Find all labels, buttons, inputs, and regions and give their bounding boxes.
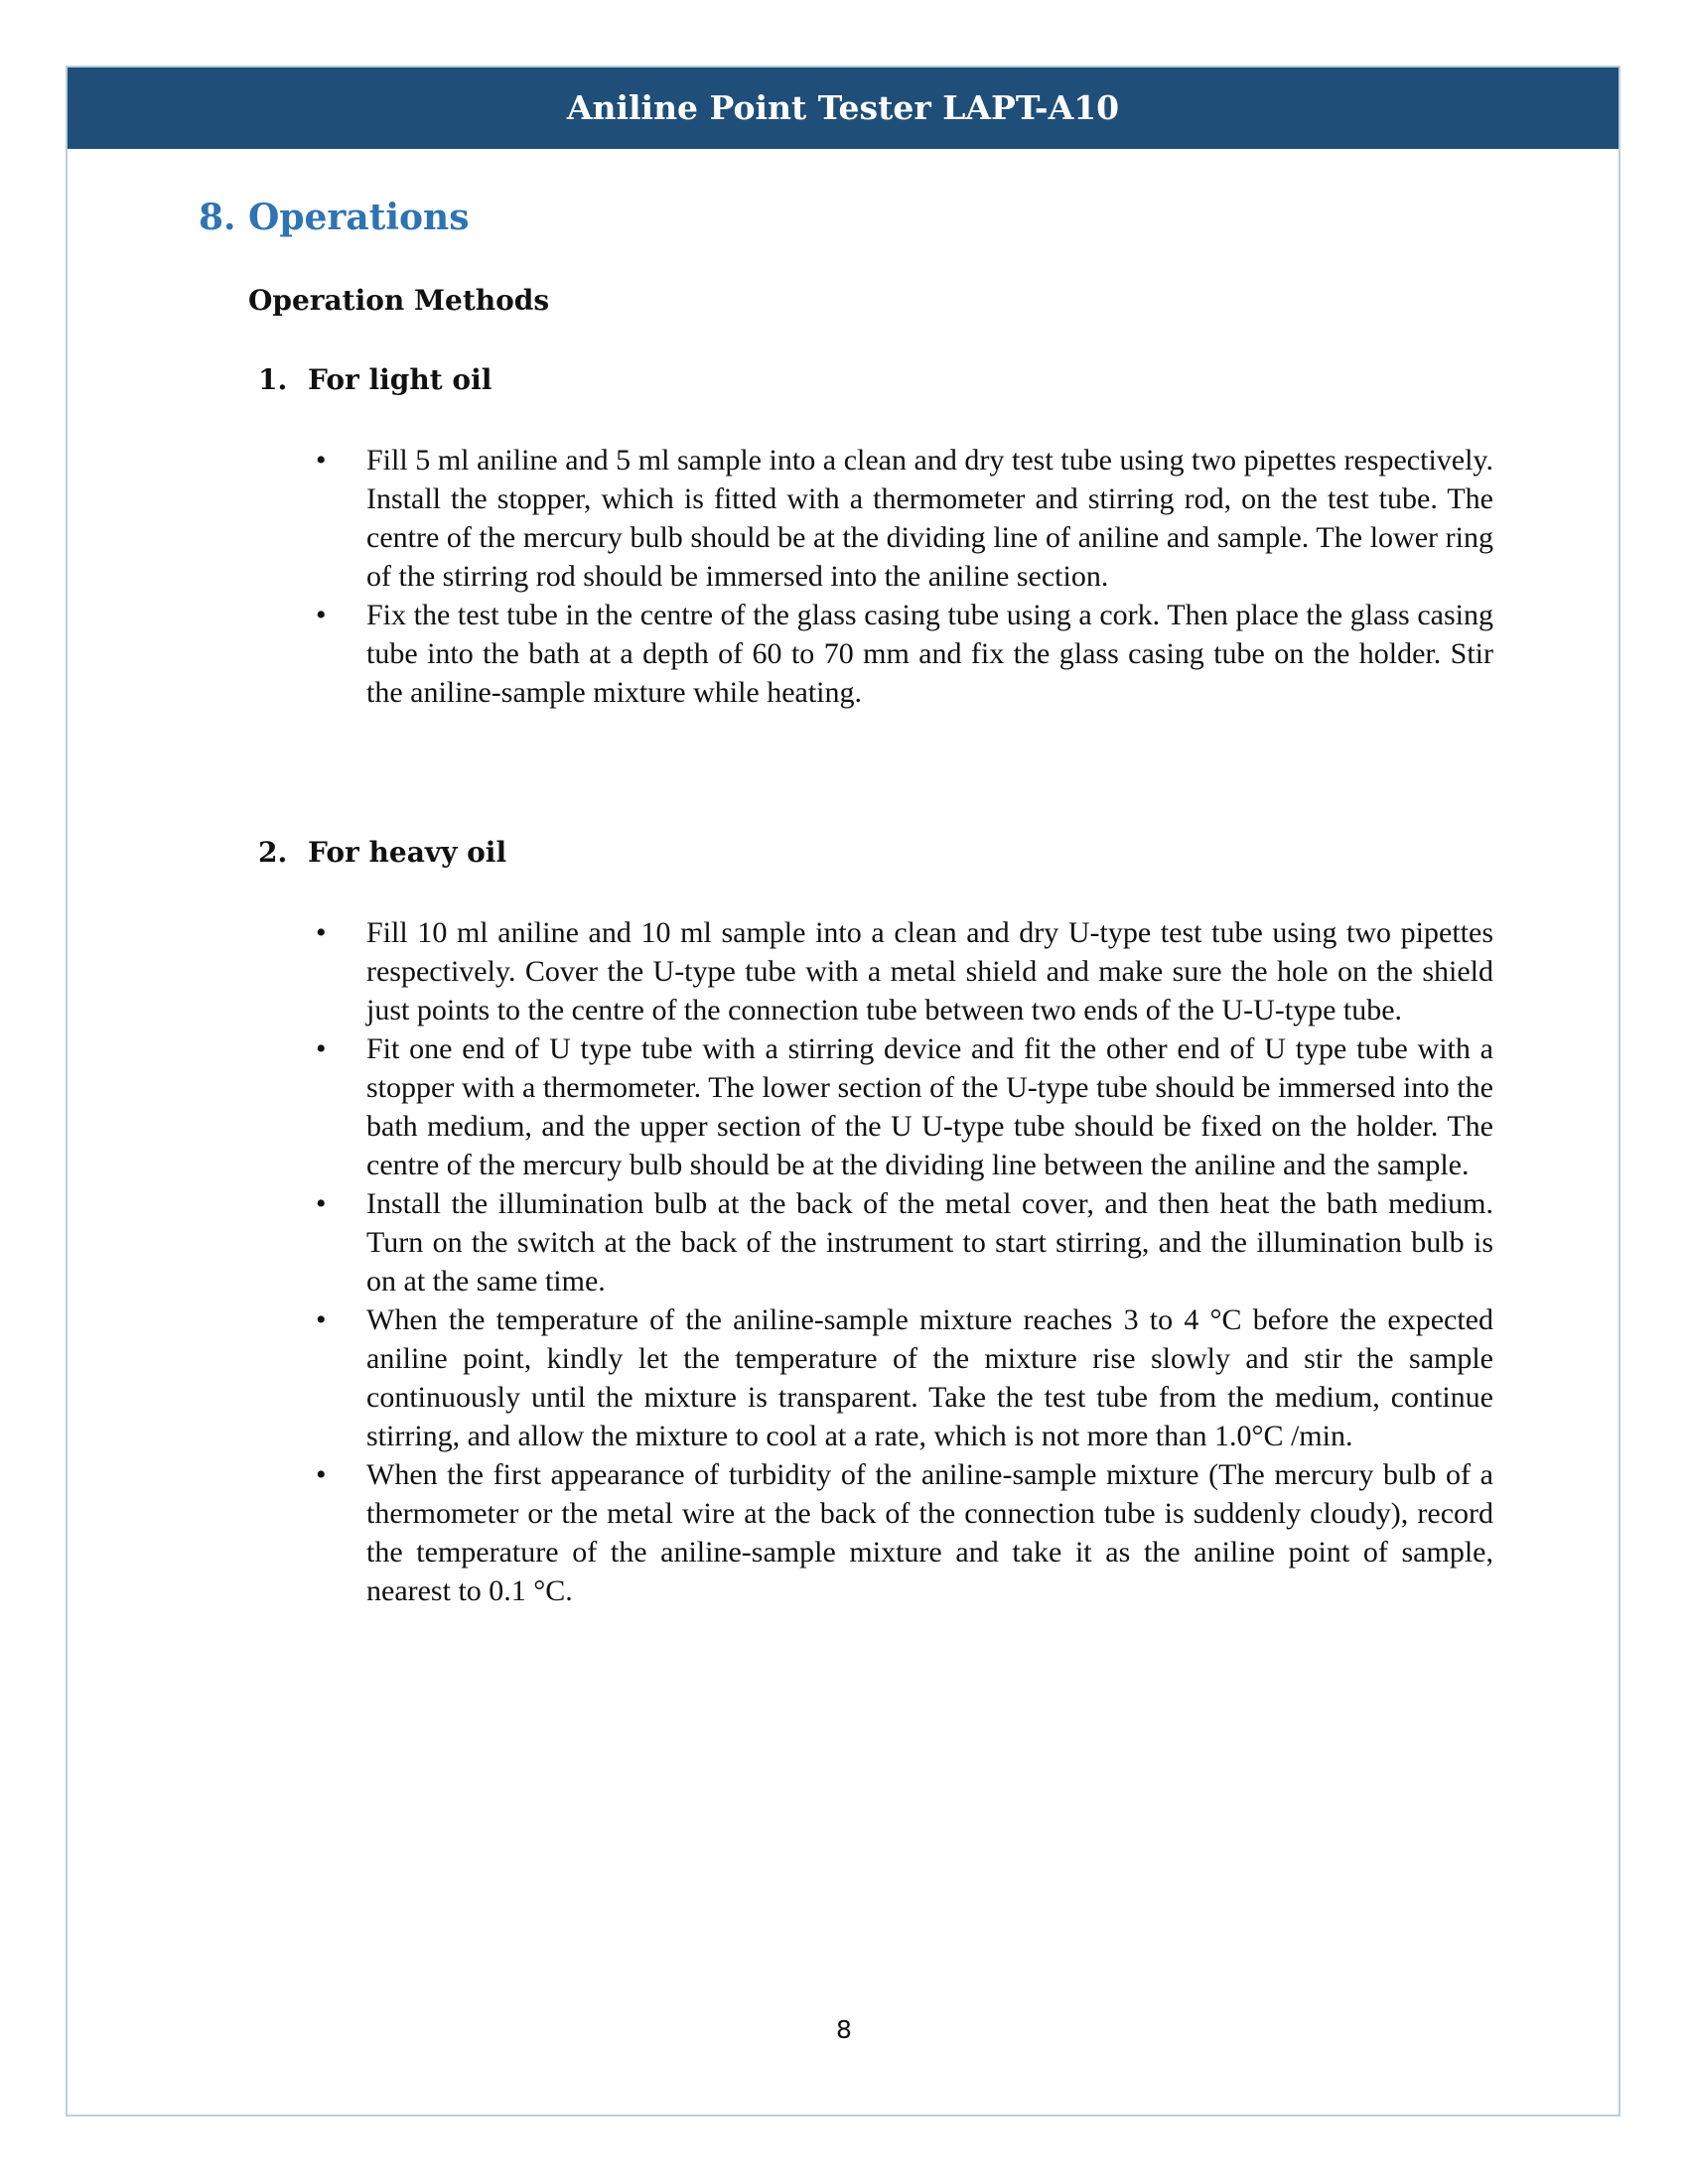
list-title-light-oil — [258, 363, 492, 396]
list-item — [308, 1029, 1493, 1184]
list-item — [308, 1300, 1493, 1455]
list-item — [308, 913, 1493, 1029]
subheading: Operation Methods — [248, 284, 550, 317]
bullet-icon: • — [316, 916, 327, 949]
bullet-icon: • — [316, 444, 327, 477]
list-title-heavy-oil — [258, 836, 506, 869]
bullet-list-heavy-oil — [308, 913, 1493, 1610]
list-number: 1. — [258, 363, 288, 396]
bullet-icon: • — [316, 1458, 327, 1491]
list-item-text: When the temperature of the aniline-sample mixture reaches 3 to 4 °C before the expected aniline point, kindly let the temperature of the mixture rise slowly and stir the sample continuously until the mixture is transparent. Take the test tube from the medium, continue stirring, and allow the mixture to cool at a rate, which is not more than 1.0°C /min. — [366, 1303, 1493, 1452]
list-title-text: For light oil — [308, 363, 492, 396]
bullet-icon: • — [316, 1303, 327, 1336]
bullet-icon: • — [316, 599, 327, 631]
bullet-list-light-oil — [308, 441, 1493, 712]
list-number: 2. — [258, 836, 288, 869]
bullet-icon: • — [316, 1187, 327, 1220]
list-item-text: Fix the test tube in the centre of the glass casing tube using a cork. Then place the glass casing tube into the bath at a depth of 60 to 70 mm and fix the glass casing tube on the holder. Stir the aniline-sample mixture while heating. — [366, 599, 1493, 709]
list-item-text: Fill 5 ml aniline and 5 ml sample into a clean and dry test tube using two pipettes respectively. Install the stopper, which is fitted with a thermometer and stirring rod, on the test tube. The centre of the mercury bulb should be at the dividing line of aniline and sample. The lower ring of the stirring rod should be immersed into the aniline section. — [366, 444, 1493, 593]
list-item-text: Install the illumination bulb at the back of the metal cover, and then heat the bath medium. Turn on the switch at the back of the instrument to start stirring, and the illumination bulb is on at the same time. — [366, 1187, 1493, 1297]
page-number: 8 — [836, 2015, 852, 2044]
section-number: 8. — [199, 197, 236, 238]
list-item-text: Fit one end of U type tube with a stirring device and fit the other end of U type tube with a stopper with a thermometer. The lower section of the U-type tube should be immersed into the bath medium, and the upper section of the U U-type tube should be fixed on the holder. The centre of the mercury bulb should be at the dividing line between the aniline and the sample. — [366, 1032, 1493, 1181]
list-item — [308, 1455, 1493, 1610]
section-title: Operations — [248, 197, 470, 238]
list-item-text: When the first appearance of turbidity of the aniline-sample mixture (The mercury bulb of a thermometer or the metal wire at the back of the connection tube is suddenly cloudy), record the temperature of the aniline-sample mixture and take it as the aniline point of sample, nearest to 0.1 °C. — [366, 1458, 1493, 1607]
document-title: Aniline Point Tester LAPT-A10 — [566, 88, 1120, 127]
document-header — [68, 68, 1618, 149]
section-heading — [199, 197, 470, 238]
bullet-icon: • — [316, 1032, 327, 1065]
list-title-text: For heavy oil — [308, 836, 507, 869]
list-item-text: Fill 10 ml aniline and 10 ml sample into a clean and dry U-type test tube using two pipettes respectively. Cover the U-type tube with a metal shield and make sure the hole on the shield just points to the centre of the connection tube between two ends of the U-U-type tube. — [366, 916, 1493, 1026]
list-item — [308, 596, 1493, 712]
list-item — [308, 1184, 1493, 1300]
list-item — [308, 441, 1493, 596]
